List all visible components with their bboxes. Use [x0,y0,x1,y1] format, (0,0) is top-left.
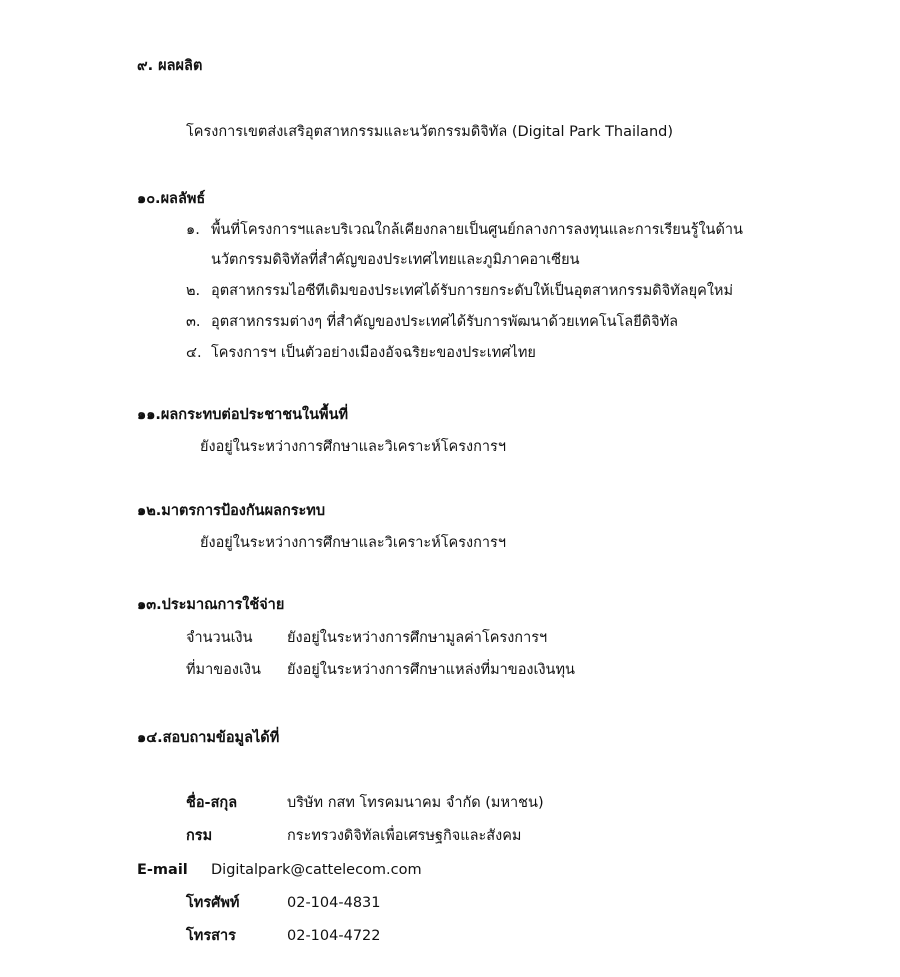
budget-amount-label: จำนวนเงิน [186,630,253,646]
contact-name-label: ชื่อ-สกุล [186,795,238,811]
section-12-heading: ๑๒.มาตรการป้องกันผลกระทบ [137,503,326,519]
outcome-2-text: อุตสาหกรรมไอซีทีเดิมของประเทศได้รับการยกระดับให้เป็นอุตสาหกรรมดิจิทัลยุคใหม่ [211,283,734,299]
outcome-4-number: ๔. [186,345,202,361]
section-14-heading: ๑๔.สอบถามข้อมูลได้ที่ [137,730,280,746]
contact-dept-value: กระทรวงดิจิทัลเพื่อเศรษฐกิจและสังคม [287,828,522,844]
section-13-heading: ๑๓.ประมาณการใช้จ่าย [137,597,285,613]
contact-fax-label: โทรสาร [186,928,236,944]
section-11-text: ยังอยู่ในระหว่างการศึกษาและวิเคราะห์โครงการฯ [200,439,506,455]
contact-email-value[interactable]: Digitalpark@cattelecom.com [211,862,422,878]
contact-fax-value: 02-104-4722 [287,928,381,944]
section-11-heading: ๑๑.ผลกระทบต่อประชาชนในพื้นที่ [137,407,349,423]
outcome-1-line-2: นวัตกรรมดิจิทัลที่สำคัญของประเทศไทยและภูมิภาคอาเซียน [211,252,580,268]
section-9-text: โครงการเขตส่งเสริอุตสาหกรรมและนวัตกรรมดิจิทัล (Digital Park Thailand) [186,124,673,140]
contact-name-value: บริษัท กสท โทรคมนาคม จำกัด (มหาชน) [287,795,544,811]
outcome-2-number: ๒. [186,283,201,299]
contact-dept-label: กรม [186,828,213,844]
outcome-1-line-1: พื้นที่โครงการฯและบริเวณใกล้เคียงกลายเป็นศูนย์กลางการลงทุนและการเรียนรู้ในด้าน [211,222,743,238]
budget-amount-value: ยังอยู่ในระหว่างการศึกษามูลค่าโครงการฯ [287,630,548,646]
contact-phone-label: โทรศัพท์ [186,895,240,911]
outcome-3-text: อุตสาหกรรมต่างๆ ที่สำคัญของประเทศได้รับการพัฒนาด้วยเทคโนโลยีดิจิทัล [211,314,679,330]
section-9-heading: ๙. ผลผลิต [137,58,203,74]
budget-source-label: ที่มาของเงิน [186,662,261,678]
outcome-1-number: ๑. [186,222,200,238]
contact-email-label: E-mail [137,862,188,878]
outcome-4-text: โครงการฯ เป็นตัวอย่างเมืองอัจฉริยะของประเทศไทย [211,345,536,361]
budget-source-value: ยังอยู่ในระหว่างการศึกษาแหล่งที่มาของเงินทุน [287,662,575,678]
outcome-3-number: ๓. [186,314,201,330]
section-12-text: ยังอยู่ในระหว่างการศึกษาและวิเคราะห์โครงการฯ [200,535,506,551]
section-10-heading: ๑๐.ผลลัพธ์ [137,191,206,207]
contact-phone-value: 02-104-4831 [287,895,381,911]
